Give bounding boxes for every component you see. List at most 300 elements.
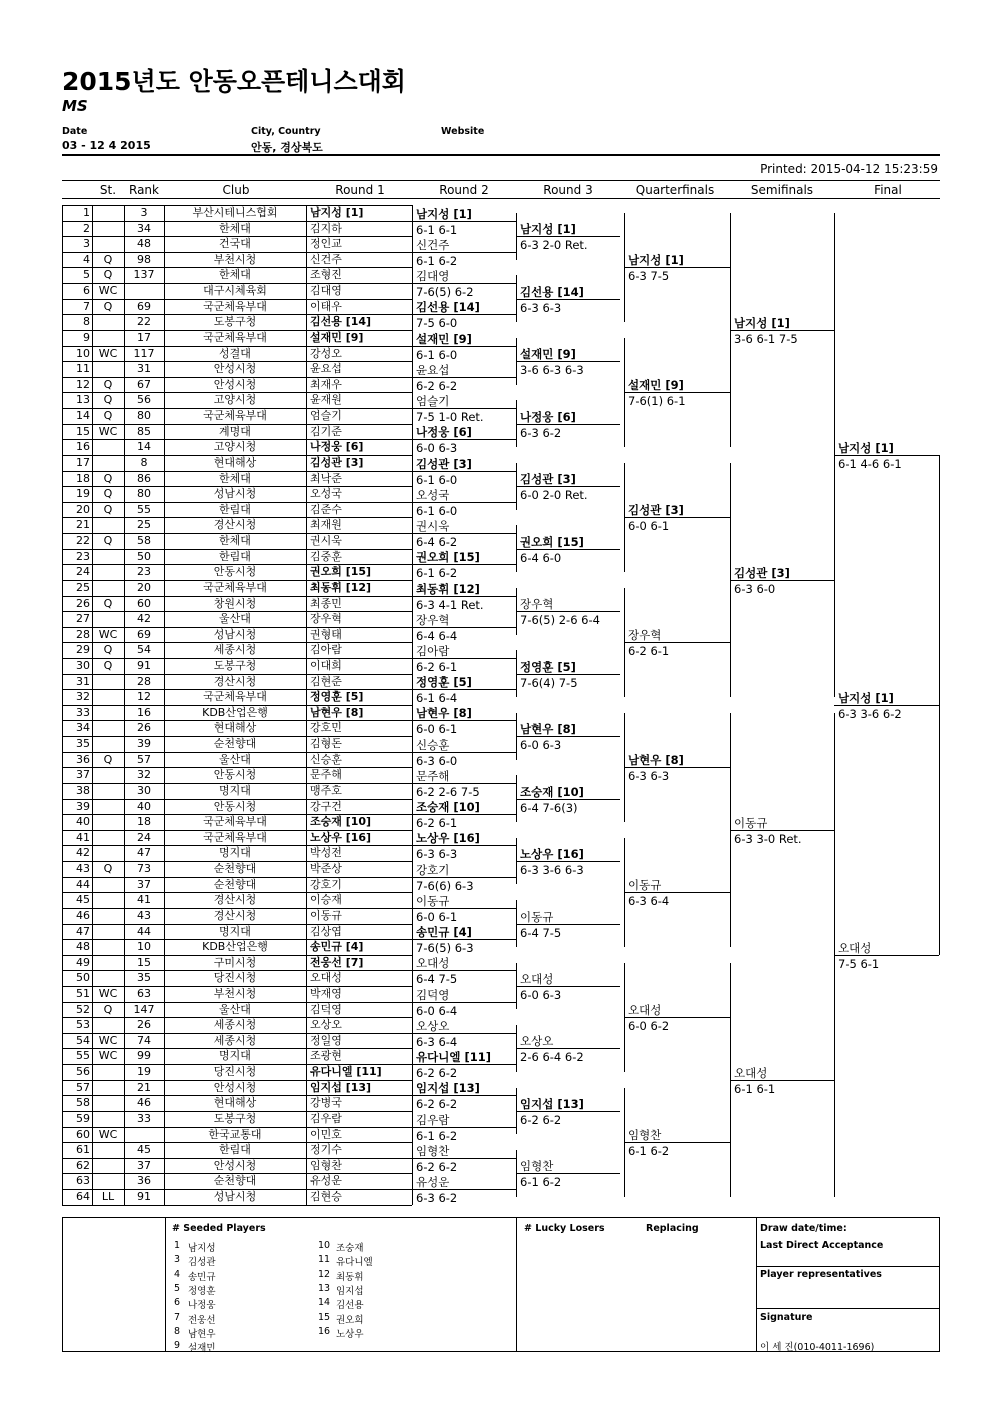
player-number: 49 [76,955,90,969]
player-number: 21 [76,518,90,532]
bracket-score: 6-3 4-1 Ret. [416,597,484,612]
bracket-line [730,330,834,331]
player-status: WC [98,424,118,438]
player-club: 안성시청 [213,1080,257,1094]
player-club: 국군체육부대 [203,330,267,344]
player-name: 남지성 [1] [310,206,364,219]
player-club: 울산대 [219,1002,251,1016]
player-status: WC [98,346,118,360]
player-club: 한체대 [219,268,251,282]
bracket-winner-name: 장우혁 [628,628,662,643]
player-rank: 33 [137,1111,151,1125]
player-rank: 48 [137,237,151,251]
bracket-score: 6-3 3-0 Ret. [734,831,802,846]
replacing-title: Replacing [646,1223,699,1234]
player-rank: 91 [137,1190,151,1204]
bracket-score: 6-1 6-0 [416,347,458,362]
bracket-line [412,377,516,378]
bracket-line [516,1111,620,1112]
footer-divider [756,1217,757,1352]
bracket-winner-name: 정영훈 [5] [416,675,472,690]
bracket-line [834,455,939,456]
player-number: 23 [76,549,90,563]
bracket-score: 6-3 6-4 [628,894,670,909]
seed-number: 6 [174,1297,181,1309]
bracket-line [730,1080,834,1081]
bracket-line [516,361,620,362]
bracket-winner-name: 임형찬 [416,1143,450,1158]
bracket-score: 6-0 6-1 [416,722,458,737]
player-club: 창원시청 [213,596,257,610]
bracket-score: 7-6(5) 2-6 6-4 [520,613,600,628]
player-status: WC [98,1049,118,1063]
player-status [92,564,124,579]
bracket-line [516,236,620,237]
bracket-score: 6-4 7-5 [520,925,562,940]
bracket-winner-name: 신건주 [416,237,450,252]
player-name: 박재영 [310,987,342,1000]
player-rank: 25 [137,518,151,532]
player-club: 한체대 [219,221,251,235]
bracket-winner-name: 나정웅 [6] [520,409,576,424]
player-number: 48 [76,940,90,954]
player-status: LL [101,1190,115,1204]
player-club: 계명대 [219,424,251,438]
bracket-score: 6-2 6-1 [416,659,458,674]
footer-divider [516,1217,517,1352]
bracket-winner-name: 남지성 [1] [416,206,472,221]
seed-name: 남지성 [188,1243,216,1254]
player-number: 57 [76,1080,90,1094]
player-club: 성남시청 [213,627,257,641]
bracket-score: 6-3 3-6 6-3 [520,863,584,878]
bracket-winner-name: 엄슬기 [416,394,450,409]
player-club: 한림대 [219,1143,251,1157]
bracket-winner-name: 남현우 [8] [416,706,472,721]
player-status [92,955,124,970]
player-status [92,611,124,626]
player-status [92,783,124,798]
bracket-line [730,830,834,831]
bracket-score: 6-3 6-3 [520,300,562,315]
player-name: 이민호 [310,1127,342,1141]
bracket-line [412,1127,516,1128]
player-rank: 8 [140,455,148,469]
player-rank: 35 [137,971,151,985]
bracket-winner-name: 윤요섭 [416,362,450,377]
player-rank: 15 [137,955,151,969]
player-club: 당진시청 [213,971,257,985]
player-rank: 39 [137,737,151,751]
bracket-line [412,877,516,878]
table-row-rule [62,1205,412,1206]
bracket-winner-name: 이동규 [628,878,662,893]
player-status [92,205,124,220]
player-number: 33 [76,705,90,719]
player-name: 유성운 [310,1174,342,1188]
player-name: 신건주 [310,252,342,266]
bracket-score: 7-5 6-0 [416,316,458,331]
player-number: 43 [76,862,90,876]
player-club: 한체대 [219,534,251,548]
seed-number: 9 [174,1340,181,1352]
lucky-losers-title: # Lucky Losers [524,1223,605,1234]
bracket-winner-name: 이동규 [416,893,450,908]
bracket-line [516,424,620,425]
bracket-score: 6-3 7-5 [628,269,670,284]
player-name: 강병국 [310,1096,342,1110]
player-name: 설재민 [9] [310,330,364,344]
player-rank: 26 [137,1018,151,1032]
table-row-rule [62,205,412,206]
bracket-line [624,892,730,893]
player-rank: 3 [140,206,148,219]
player-name: 김대영 [310,284,342,298]
player-status [92,674,124,689]
player-club: 국군체육부대 [203,815,267,829]
bracket-line [516,861,620,862]
bracket-score: 6-0 6-3 [520,738,562,753]
seed-number: 3 [174,1254,181,1266]
player-rank: 99 [137,1049,151,1063]
player-name: 전웅선 [7] [310,955,364,969]
player-name: 권형태 [310,627,342,641]
player-status [92,1111,124,1126]
bracket-line [834,955,939,956]
player-name: 권시욱 [310,534,342,548]
player-number: 58 [76,1096,90,1110]
bracket-score: 6-0 6-4 [416,1003,458,1018]
player-name: 이태우 [310,299,342,313]
bracket-line [516,299,620,300]
bracket-score: 6-1 6-1 [416,222,458,237]
player-number: 60 [76,1127,90,1141]
player-number: 4 [83,252,90,266]
player-club: 세종시청 [213,1018,257,1032]
player-club: 울산대 [219,752,251,766]
bracket-winner-name: 김대영 [416,269,450,284]
player-name: 노상우 [16] [310,830,372,844]
bracket-winner-name: 김선용 [14] [416,300,480,315]
bracket-score: 6-1 6-2 [416,253,458,268]
bracket-winner-name: 김우람 [416,1112,450,1127]
player-club: 국군체육부대 [203,299,267,313]
player-status: Q [103,299,113,313]
player-status [92,845,124,860]
player-rank: 21 [137,1080,151,1094]
player-status [92,1142,124,1157]
bracket-winner-name: 신승훈 [416,737,450,752]
player-number: 5 [83,268,90,282]
player-number: 10 [76,346,90,360]
player-name: 이동규 [310,908,342,922]
bracket-line [412,1033,516,1034]
player-number: 18 [76,471,90,485]
bracket-line [412,939,516,940]
player-number: 25 [76,580,90,594]
bracket-winner-name: 임형찬 [628,1128,662,1143]
bracket-winner-name: 김성관 [3] [734,565,790,580]
bracket-line [412,221,516,222]
bracket-score: 6-1 4-6 6-1 [838,456,902,471]
bracket-winner-name: 최동휘 [12] [416,581,480,596]
player-name: 남현우 [8] [310,705,364,719]
player-name: 문주해 [310,768,342,782]
bracket-score: 6-1 6-2 [416,566,458,581]
player-status [92,970,124,985]
bracket-score: 7-5 6-1 [838,956,880,971]
footer-divider [62,1217,63,1352]
player-number: 14 [76,409,90,423]
bracket-winner-name: 정영훈 [5] [520,659,576,674]
player-status: WC [98,284,118,298]
player-name: 정영훈 [5] [310,690,364,704]
bracket-line [412,596,516,597]
player-club: 세종시청 [213,643,257,657]
player-number: 59 [76,1111,90,1125]
player-number: 44 [76,877,90,891]
player-status [92,736,124,751]
player-rank: 47 [137,846,151,860]
player-number: 7 [83,299,90,313]
bracket-line [412,752,516,753]
bracket-score: 6-3 6-2 [416,1191,458,1206]
bracket-line [412,908,516,909]
player-representatives-label: Player representatives [760,1269,882,1280]
seed-name: 나정웅 [188,1300,216,1312]
bracket-winner-name: 남지성 [1] [838,440,894,455]
player-rank: 137 [133,268,155,282]
player-club: 도봉구청 [213,315,257,329]
player-status [92,908,124,923]
player-number: 36 [76,752,90,766]
bracket-winner-name: 유다니엘 [11] [416,1050,491,1065]
player-status: WC [98,1127,118,1141]
seed-name: 임지섭 [336,1285,364,1297]
player-status [92,939,124,954]
bracket-winner-name: 강호기 [416,862,450,877]
page-title: 2015년도 안동오픈테니스대회 [62,67,406,96]
player-club: 순천향대 [213,862,257,876]
player-club: 한체대 [219,471,251,485]
seed-name: 노상우 [336,1328,364,1340]
player-club: 도봉구청 [213,658,257,672]
player-status [92,1158,124,1173]
player-number: 27 [76,612,90,626]
bracket-winner-name: 설재민 [9] [628,378,684,393]
header-rule [62,154,940,156]
player-number: 38 [76,783,90,797]
bracket-winner-name: 조숭재 [10] [416,800,480,815]
bracket-line [412,1095,516,1096]
player-club: 현대해상 [213,721,257,735]
player-rank: 43 [137,908,151,922]
player-number: 63 [76,1174,90,1188]
player-name: 김현준 [310,674,342,688]
player-name: 김기준 [310,424,342,438]
bracket-line [412,408,516,409]
bracket-line [624,767,730,768]
player-number: 62 [76,1158,90,1172]
player-club: 안성시청 [213,1158,257,1172]
bracket-line [624,517,730,518]
player-status [92,830,124,845]
bracket-line [516,799,620,800]
seed-name: 권오희 [336,1314,364,1326]
seed-number: 5 [174,1282,181,1294]
bracket-score: 6-1 6-2 [520,1175,562,1190]
bracket-winner-name: 이동규 [520,909,554,924]
player-name: 조형진 [310,268,342,282]
bracket-line [412,783,516,784]
player-status [92,517,124,532]
player-name: 이승재 [310,893,342,907]
bracket-line [516,549,620,550]
player-rank: 36 [137,1174,151,1188]
player-rank: 44 [137,924,151,938]
player-rank: 54 [137,643,151,657]
player-name: 김성관 [3] [310,455,364,469]
player-name: 김준수 [310,502,342,516]
player-status [92,924,124,939]
player-name: 강호민 [310,721,342,735]
player-club: 울산대 [219,612,251,626]
player-name: 오성국 [310,487,342,501]
player-rank: 74 [137,1033,151,1047]
player-name: 정기수 [310,1143,342,1157]
player-name: 김중훈 [310,549,342,563]
player-name: 권오희 [15] [310,565,372,579]
bracket-score: 6-4 6-0 [520,550,562,565]
col-header-semifinals: Semifinals [750,183,814,197]
seed-number: 8 [174,1325,181,1337]
player-status: WC [98,627,118,641]
bracket-line [516,674,620,675]
player-club: 경산시청 [213,674,257,688]
player-status [92,1095,124,1110]
player-number: 46 [76,908,90,922]
bracket-winner-name: 남현우 [8] [628,753,684,768]
bracket-winner-name: 임지섭 [13] [416,1081,480,1096]
player-status: Q [103,471,113,485]
player-name: 김우람 [310,1111,342,1125]
player-name: 조광현 [310,1049,342,1063]
col-header-club: Club [222,183,250,197]
seeded-players-title: # Seeded Players [172,1223,266,1234]
bracket-winner-name: 설재민 [9] [416,331,472,346]
player-name: 최재원 [310,518,342,532]
player-rank: 147 [133,1002,155,1016]
bracket-line [412,1158,516,1159]
bracket-score: 6-1 6-0 [416,503,458,518]
bracket-winner-name: 남지성 [1] [520,222,576,237]
date-label: Date [62,126,88,137]
player-number: 31 [76,674,90,688]
bracket-score: 7-6(5) 6-3 [416,941,474,956]
player-name: 강성오 [310,346,342,360]
bracket-line [412,814,516,815]
bracket-line [412,627,516,628]
bracket-line [516,1173,620,1174]
bracket-line [412,314,516,315]
player-club: 부천시청 [213,252,257,266]
player-status [92,689,124,704]
player-number: 29 [76,643,90,657]
player-status: Q [103,596,113,610]
footer-divider [939,1217,940,1352]
bracket-score: 6-0 6-3 [416,441,458,456]
bracket-winner-name: 임형찬 [520,1159,554,1174]
player-number: 50 [76,971,90,985]
bracket-winner-name: 유성운 [416,1175,450,1190]
bracket-line [624,392,730,393]
bracket-score: 6-3 6-4 [416,1034,458,1049]
player-club: 대구시체육회 [203,284,267,298]
player-number: 39 [76,799,90,813]
bracket-line [412,845,516,846]
bracket-winner-name: 설재민 [9] [520,347,576,362]
player-status [92,314,124,329]
player-rank: 12 [137,690,151,704]
player-club: 부천시청 [213,987,257,1000]
player-status [92,1017,124,1032]
player-number: 1 [83,206,90,219]
bracket-line [516,924,620,925]
player-status [92,439,124,454]
player-name: 나정웅 [6] [310,440,364,454]
player-number: 37 [76,768,90,782]
player-rank [124,1127,164,1142]
bracket-line [412,689,516,690]
player-rank: 20 [137,580,151,594]
player-number: 34 [76,721,90,735]
bracket-score: 6-3 6-3 [628,769,670,784]
bracket-score: 6-2 6-2 [416,1159,458,1174]
bracket-score: 6-4 6-2 [416,535,458,550]
player-rank: 41 [137,893,151,907]
seed-number: 13 [318,1282,331,1294]
bracket-winner-name: 김성관 [3] [520,472,576,487]
bracket-line [412,346,516,347]
player-number: 40 [76,815,90,829]
player-name: 윤재원 [310,393,342,407]
player-number: 54 [76,1033,90,1047]
player-club: 국군체육부대 [203,409,267,423]
bracket-score: 7-5 1-0 Ret. [416,410,484,425]
player-name: 최종민 [310,596,342,610]
player-name: 김선용 [14] [310,315,372,329]
columns-top-rule [62,180,940,181]
player-club: 경산시청 [213,893,257,907]
player-number: 16 [76,440,90,454]
seed-number: 1 [174,1240,181,1251]
col-header-round1: Round 1 [335,183,385,197]
bracket-winner-name: 문주해 [416,768,450,783]
seed-name: 김선용 [336,1300,364,1312]
player-number: 35 [76,737,90,751]
printed-timestamp: Printed: 2015-04-12 15:23:59 [760,162,938,176]
player-rank: 69 [137,299,151,313]
player-name: 김상엽 [310,924,342,938]
bracket-winner-name: 조숭재 [10] [520,784,584,799]
player-club: 고양시청 [213,393,257,407]
player-rank: 80 [137,409,151,423]
bracket-winner-name: 오대성 [734,1065,768,1080]
player-status: Q [103,268,113,282]
player-club: 한국교통대 [208,1127,262,1141]
player-number: 45 [76,893,90,907]
player-club: 현대해상 [213,455,257,469]
